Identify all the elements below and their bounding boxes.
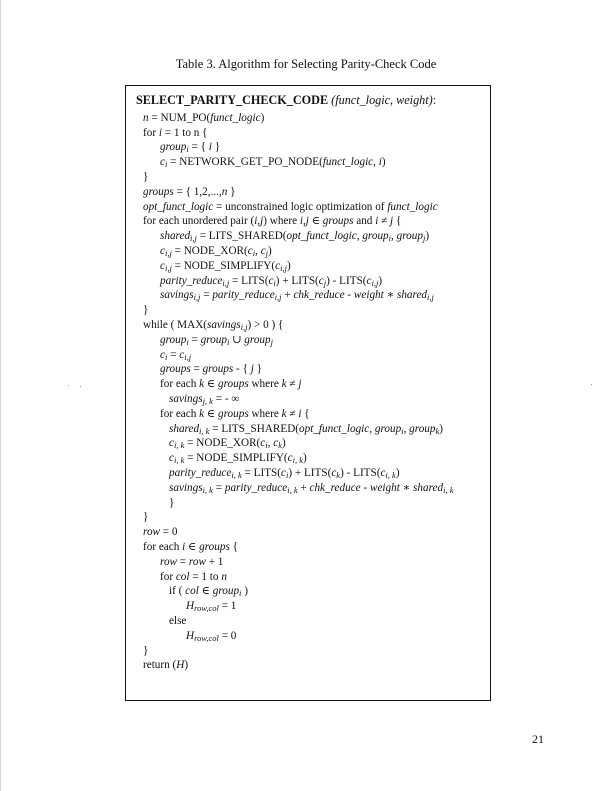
algorithm-title: SELECT_PARITY_CHECK_CODE (funct_logic, weight): bbox=[136, 93, 437, 107]
scan-speck bbox=[68, 385, 69, 386]
table-caption: Table 3. Algorithm for Selecting Parity-Check Code bbox=[175, 57, 437, 71]
code-line: row = row + 1 bbox=[160, 555, 224, 568]
code-line: opt_funct_logic = unconstrained logic optimization of funct_logic bbox=[143, 200, 438, 213]
scan-speck bbox=[80, 386, 81, 387]
code-line: groups = groups - { j } bbox=[160, 363, 263, 376]
code-line: } bbox=[143, 511, 149, 524]
code-line: $c_i = c_{i,j}$ bbox=[160, 348, 192, 362]
page-number: 21 bbox=[532, 732, 544, 746]
code-line: $H_{row,col} = 0$ bbox=[186, 629, 237, 643]
code-line: $c_{i, k}$ = $NODE\_SIMPLIFY(c_{i, k})$ bbox=[169, 452, 307, 466]
code-line: for each k ∈ groups where k ≠ i { bbox=[160, 407, 310, 420]
code-line: shared$_{i, k}$ = LITS_SHARED(opt_funct_logic, group$_i$, group$_k$) bbox=[169, 422, 443, 436]
code-line: $H_{row,col} = 1$ bbox=[186, 600, 237, 614]
code-line: savings$_{j, k}$ = - ∞ bbox=[169, 393, 240, 406]
code-line: } bbox=[143, 304, 149, 317]
code-line: group$_i$ = { i } bbox=[160, 141, 221, 155]
code-line: groups = { 1,2,...,n } bbox=[143, 185, 236, 198]
code-line: $c_{i, k}$ = $NODE\_XOR(c_i$, $c_k$) bbox=[169, 437, 286, 451]
code-line: for i = 1 to n { bbox=[143, 126, 208, 139]
code-line: } bbox=[143, 644, 149, 657]
code-line: group$_i$ = group$_i$ ∪ group$_j$ bbox=[160, 333, 273, 347]
code-line: row = 0 bbox=[143, 526, 178, 539]
code-line: for each unordered pair (i,j) where i,j ∈ groups and i ≠ j { bbox=[143, 215, 402, 228]
code-line: $c_{i,j}$ = $NODE\_SIMPLIFY(c_{i,j})$ bbox=[160, 259, 291, 273]
code-line: $c_i$ = NETWORK_GET_PO_NODE(funct_logic, i) bbox=[160, 156, 386, 170]
code-line: while ( MAX(savings$_{i,j}$) > 0 ) { bbox=[143, 319, 284, 332]
code-line: return (H) bbox=[143, 659, 189, 672]
code-line: parity_reduce$_{i,j}$ = $LITS(c_i)$ + $LITS(c_j)$ - $LITS(c_{i,j})$ bbox=[160, 274, 383, 288]
code-line: $c_{i,j}$ = $NODE\_XOR(c_i$, $c_j$) bbox=[160, 245, 272, 258]
code-line: for each i ∈ groups { bbox=[143, 541, 238, 553]
code-line: savings$_{i,j}$ = parity_reduce$_{i,j}$ + chk_reduce - weight ∗ shared$_{i,j}$ bbox=[160, 289, 434, 303]
code-line: for each k ∈ groups where k ≠ j bbox=[160, 378, 302, 391]
code-line: } bbox=[143, 171, 149, 183]
code-line: parity_reduce$_{i, k}$ = $LITS(c_i)$ + $LITS(c_k)$ - $LITS(c_{i, k})$ bbox=[169, 467, 400, 480]
code-line: n = NUM_PO(funct_logic) bbox=[143, 111, 265, 124]
code-line: } bbox=[169, 496, 175, 509]
scan-speck bbox=[591, 384, 592, 385]
code-line: savings$_{i, k}$ = parity_reduce$_{i, k}$ + chk_reduce - weight ∗ shared$_{i, k}$ bbox=[169, 481, 454, 495]
code-line: for col = 1 to n bbox=[160, 570, 227, 583]
left-margin-line bbox=[0, 0, 1, 791]
code-line: if ( col ∈ group$_i$ ) bbox=[169, 585, 248, 599]
code-line: else bbox=[169, 615, 187, 627]
code-line: shared$_{i,j}$ = LITS_SHARED(opt_funct_logic, group$_i$, group$_j$) bbox=[160, 230, 430, 244]
algorithm-box bbox=[125, 85, 491, 701]
